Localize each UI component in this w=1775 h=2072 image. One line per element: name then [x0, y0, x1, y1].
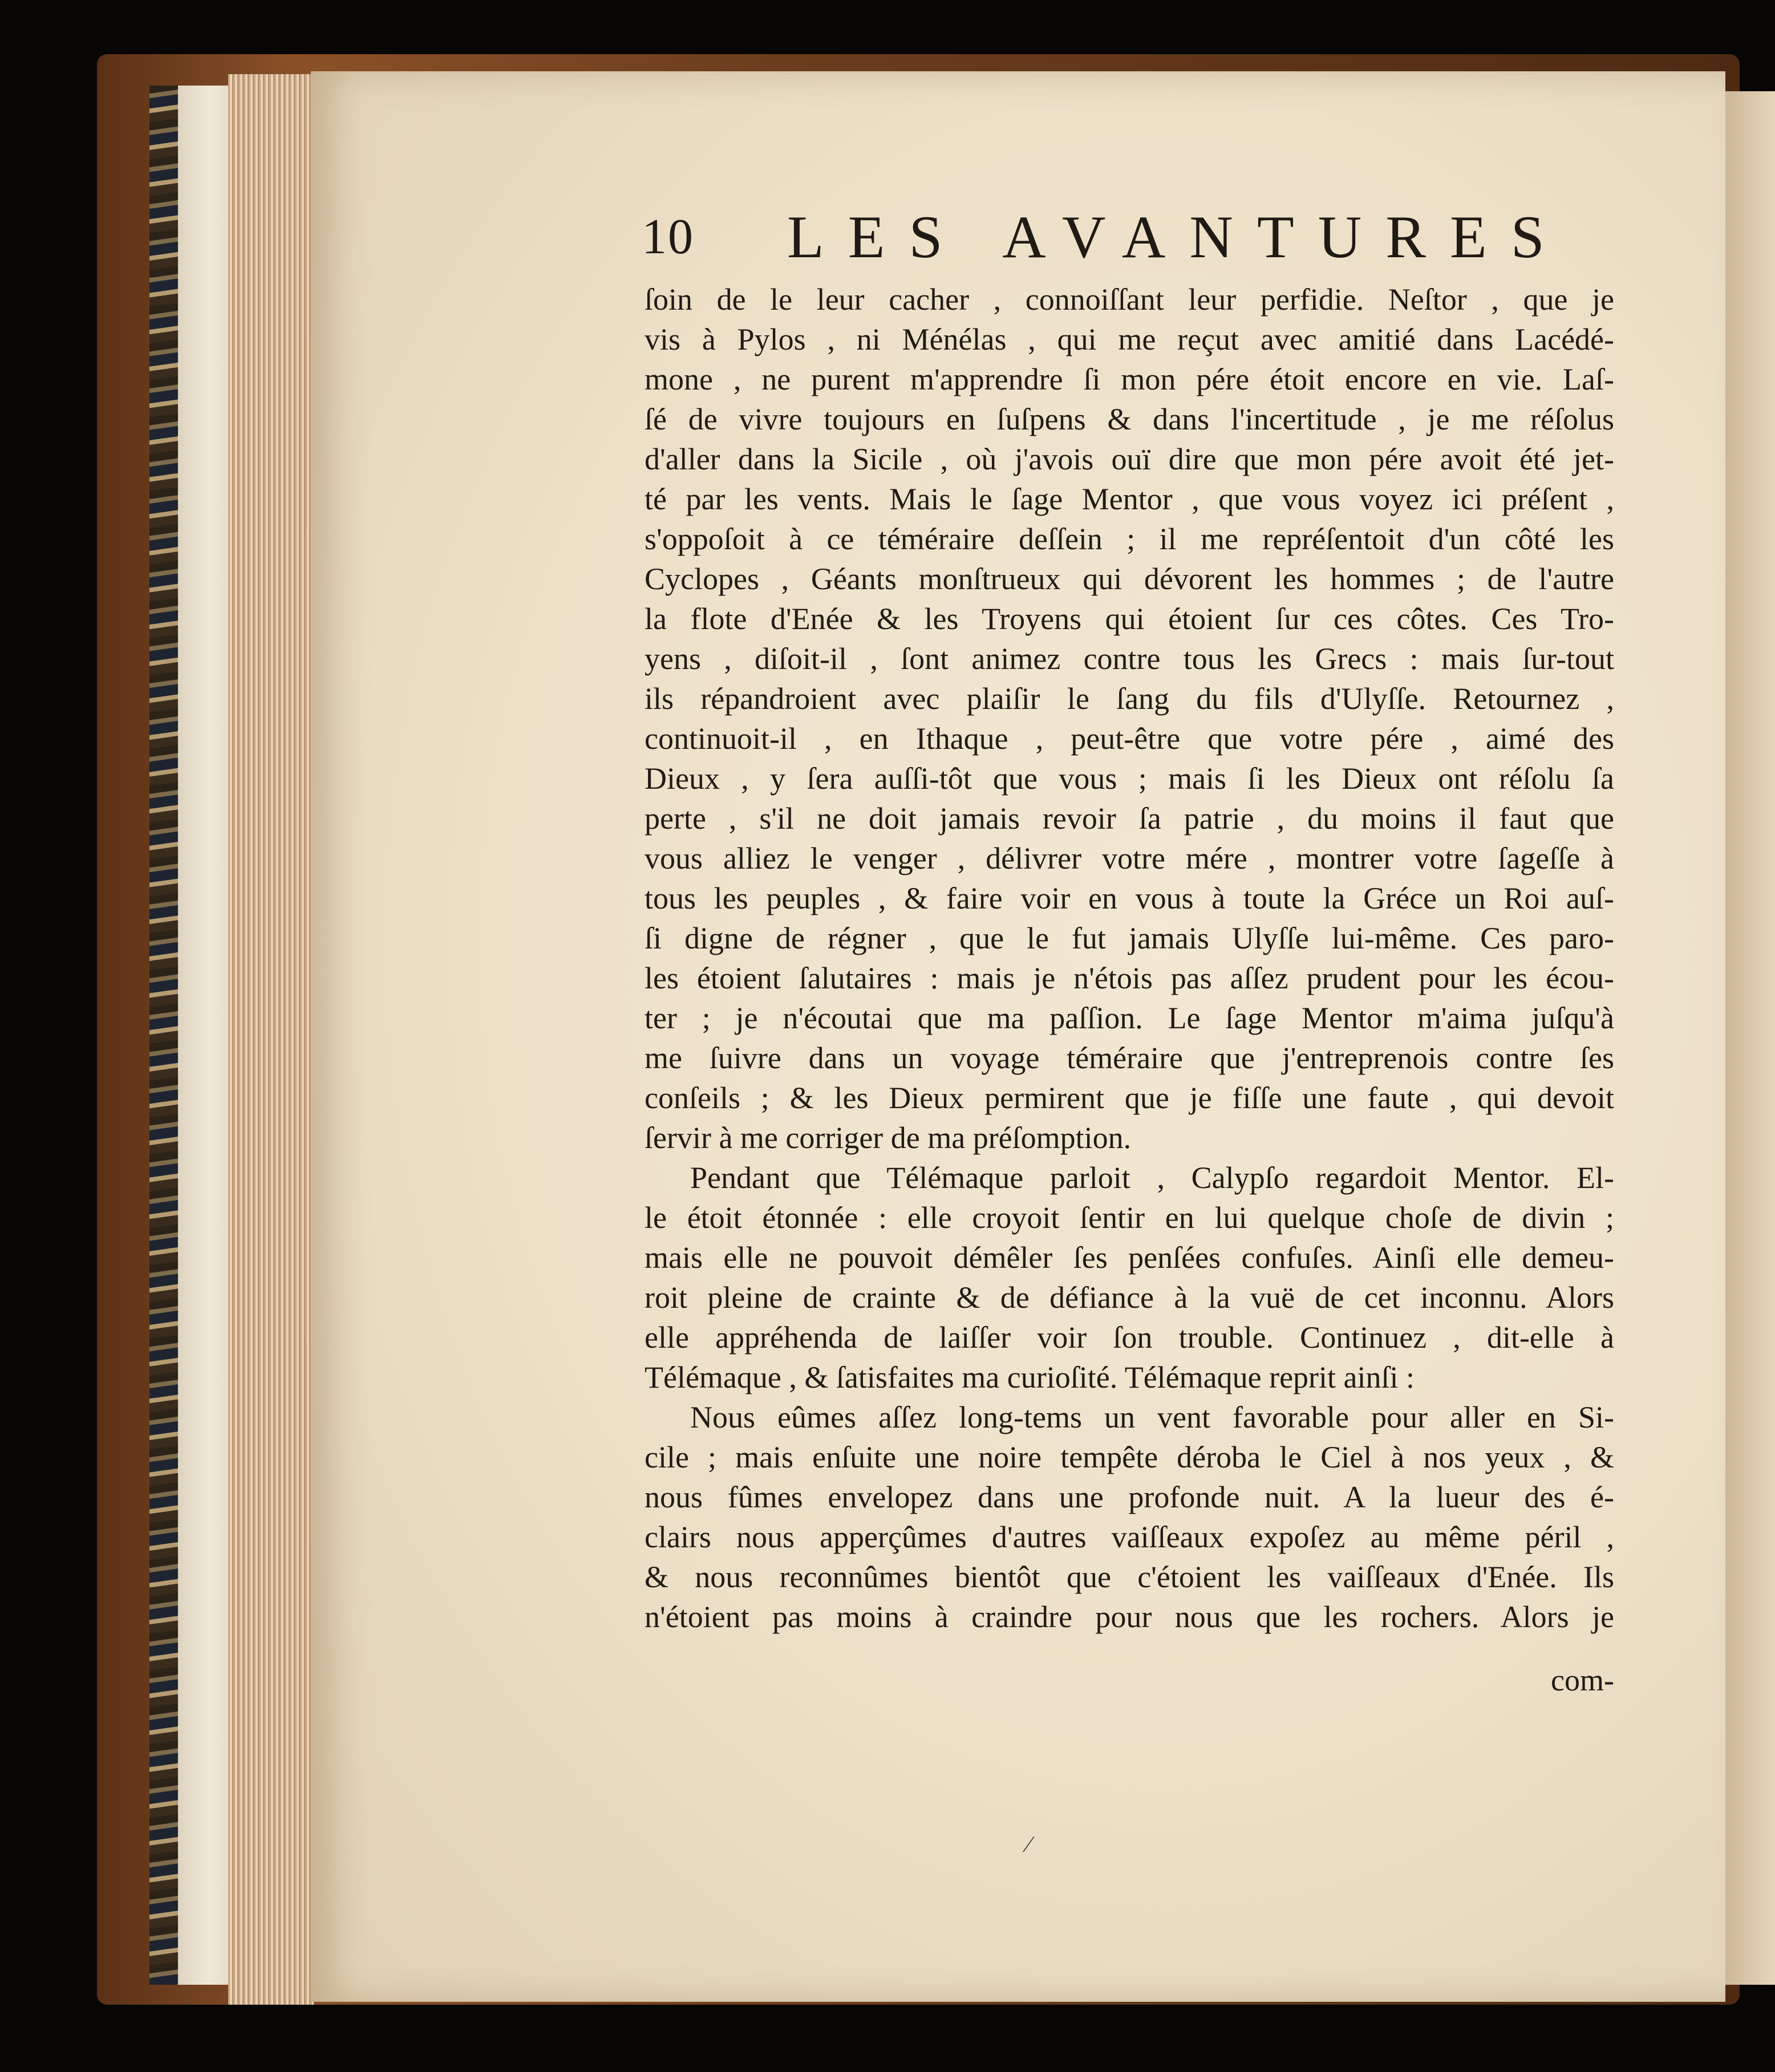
text-line: mone , ne purent m'apprendre ſi mon pére étoit encore en vie. Laſ- — [645, 362, 1614, 396]
text-line: ſé de vivre toujours en ſuſpens & dans l'incertitude , je me réſolus — [645, 402, 1614, 436]
text-line: cile ; mais enſuite une noire tempête déroba le Ciel à nos yeux , & — [645, 1440, 1614, 1474]
stray-ink-mark: ⁄ — [1027, 1831, 1031, 1857]
flyleaf — [178, 86, 232, 1985]
page-header — [642, 202, 1569, 271]
body-text — [645, 279, 1614, 1637]
text-line: Dieux , y ſera auſſi-tôt que vous ; mais ſi les Dieux ont réſolu ſa — [645, 761, 1614, 796]
text-line: roit pleine de crainte & de défiance à la vuë de cet inconnu. Alors — [645, 1280, 1614, 1315]
text-line: nous fûmes envelopez dans une profonde nuit. A la lueur des é- — [645, 1480, 1614, 1514]
running-title: LES AVANTURES — [787, 204, 1569, 270]
text-line: la flote d'Enée & les Troyens qui étoient ſur ces côtes. Ces Tro- — [645, 602, 1614, 636]
text-line: Cyclopes , Géants monſtrueux qui dévorent les hommes ; de l'autre — [645, 562, 1614, 596]
text-line: ſoin de le leur cacher , connoiſſant leur perfidie. Neſtor , que je — [645, 282, 1614, 317]
facing-page-edge — [1725, 91, 1775, 1985]
paragraph-2 — [645, 1158, 1614, 1397]
page-edges — [228, 74, 314, 2005]
marbled-endpaper — [149, 86, 178, 1985]
text-line: me ſuivre dans un voyage téméraire que j'entreprenois contre ſes — [645, 1041, 1614, 1075]
text-line: & nous reconnûmes bientôt que c'étoient les vaiſſeaux d'Enée. Ils — [645, 1560, 1614, 1594]
page-number: 10 — [642, 209, 694, 265]
text-line: n'étoient pas moins à craindre pour nous que les rochers. Alors je — [645, 1600, 1614, 1634]
text-line: ſi digne de régner , que le fut jamais Ulyſſe lui-même. Ces paro- — [645, 921, 1614, 955]
text-line: le étoit étonnée : elle croyoit ſentir en lui quelque choſe de divin ; — [645, 1201, 1614, 1235]
text-line: clairs nous apperçûmes d'autres vaiſſeaux expoſez au même péril , — [645, 1520, 1614, 1554]
text-line: perte , s'il ne doit jamais revoir ſa patrie , du moins il faut que — [645, 801, 1614, 836]
text-line: vous alliez le venger , délivrer votre mére , montrer votre ſageſſe à — [645, 841, 1614, 875]
text-line: vis à Pylos , ni Ménélas , qui me reçut avec amitié dans Lacédé- — [645, 322, 1614, 356]
text-line: conſeils ; & les Dieux permirent que je fiſſe une faute , qui devoit — [645, 1081, 1614, 1115]
text-line: ter ; je n'écoutai que ma paſſion. Le ſage Mentor m'aima juſqu'à — [645, 1001, 1614, 1035]
text-line: té par les vents. Mais le ſage Mentor , que vous voyez ici préſent , — [645, 482, 1614, 516]
text-line: elle appréhenda de laiſſer voir ſon trouble. Continuez , dit-elle à — [645, 1320, 1614, 1355]
text-line: Télémaque , & ſatisfaites ma curioſité. Télémaque reprit ainſi : — [645, 1360, 1415, 1394]
text-line: ils répandroient avec plaiſir le ſang du fils d'Ulyſſe. Retournez , — [645, 682, 1614, 716]
text-line: les étoient ſalutaires : mais je n'étois pas aſſez prudent pour les écou- — [645, 961, 1614, 995]
text-line: d'aller dans la Sicile , où j'avois ouï dire que mon pére avoit été jet- — [645, 442, 1614, 476]
text-line: continuoit-il , en Ithaque , peut-être que votre pére , aimé des — [645, 721, 1614, 756]
paragraph-3 — [645, 1397, 1614, 1637]
paragraph-1 — [645, 279, 1614, 1158]
catchword: com- — [1551, 1663, 1614, 1697]
text-line: mais elle ne pouvoit démêler ſes penſées confuſes. Ainſi elle demeu- — [645, 1240, 1614, 1275]
text-line: Nous eûmes aſſez long-tems un vent favorable pour aller en Si- — [690, 1400, 1614, 1434]
text-line: Pendant que Télémaque parloit , Calypſo regardoit Mentor. El- — [690, 1161, 1614, 1195]
text-line: yens , diſoit-il , ſont animez contre tous les Grecs : mais ſur-tout — [645, 642, 1614, 676]
text-line: s'oppoſoit à ce téméraire deſſein ; il me repréſentoit d'un côté les — [645, 522, 1614, 556]
text-line: ſervir à me corriger de ma préſomption. — [645, 1121, 1132, 1155]
text-line: tous les peuples , & faire voir en vous à toute la Gréce un Roi auſ- — [645, 881, 1614, 915]
